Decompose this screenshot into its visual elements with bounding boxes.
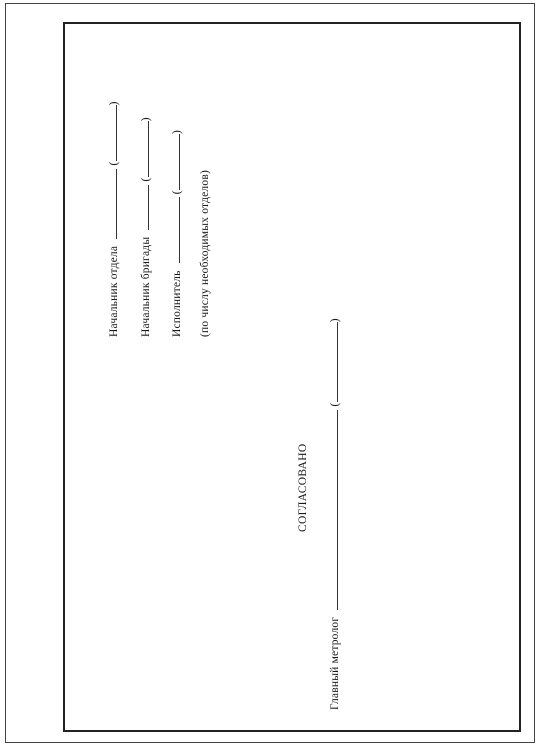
signature-row-brigade-head bbox=[138, 117, 153, 337]
signature-role-label: Начальник бригады bbox=[140, 236, 152, 337]
signature-line bbox=[115, 169, 117, 239]
approval-heading: СОГЛАСОВАНО bbox=[297, 443, 309, 532]
name-parenthesis: () bbox=[106, 101, 120, 166]
signature-line bbox=[336, 410, 338, 610]
signature-line bbox=[147, 185, 149, 230]
signature-role-label: Исполнитель bbox=[171, 270, 183, 337]
departments-note: (по числу необходимых отделов) bbox=[199, 170, 211, 337]
signature-role-label: Главный метролог bbox=[329, 616, 341, 710]
signature-row-chief-metrologist bbox=[327, 318, 342, 710]
name-parenthesis: () bbox=[138, 117, 152, 182]
signature-line bbox=[178, 197, 180, 263]
signature-role-label: Начальник отдела bbox=[108, 245, 120, 337]
signature-row-department-head bbox=[106, 101, 121, 337]
name-parenthesis: () bbox=[327, 318, 341, 407]
rotated-form-content bbox=[63, 22, 521, 732]
signature-row-executor bbox=[169, 130, 184, 337]
name-parenthesis: () bbox=[169, 129, 183, 195]
